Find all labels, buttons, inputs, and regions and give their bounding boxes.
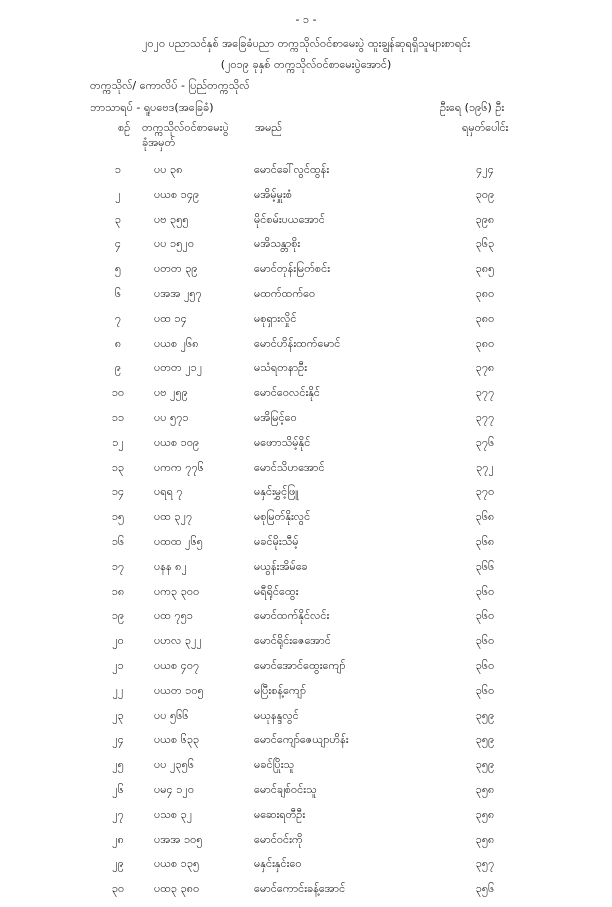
total-marks: ၃၅၉ bbox=[475, 758, 495, 772]
table-row bbox=[0, 312, 612, 337]
total-marks: ၃၅၈ bbox=[475, 807, 495, 821]
roll-number: ပဟလ ၃၂၂ bbox=[154, 634, 202, 648]
row-number: ၂၀ bbox=[112, 634, 124, 648]
table-row bbox=[0, 361, 612, 386]
table-row bbox=[0, 758, 612, 783]
total-marks: ၃၅၆ bbox=[475, 882, 495, 896]
total-count: ဦးရေ (၁၉၆) ဦး bbox=[440, 101, 505, 114]
total-marks: ၃၆၃ bbox=[475, 237, 495, 251]
total-marks: ၃၀၉ bbox=[475, 187, 495, 201]
total-marks: ၃၅၈ bbox=[475, 832, 495, 846]
student-name: မောင်ရိုင်းဇေအောင် bbox=[254, 634, 331, 648]
table-row bbox=[0, 188, 612, 213]
roll-number: ပသစ ၃၂ bbox=[154, 807, 193, 821]
document-subtitle: (၂၀၁၉ ခုနှစ် တက္ကသိုလ်ဝင်စာမေးပွဲအောင်) bbox=[220, 58, 392, 71]
student-name: မစုရှားလှိုင် bbox=[254, 311, 297, 325]
table-row bbox=[0, 857, 612, 882]
student-name: မသံရတနာဦး bbox=[254, 361, 308, 375]
total-marks: ၃၅၈ bbox=[475, 782, 495, 796]
row-number: ၉ bbox=[114, 361, 122, 375]
roll-number: ပယစ ၄၀၇ bbox=[154, 658, 200, 672]
row-number: ၁၁ bbox=[111, 410, 125, 424]
student-name: မောင်ကောင်းခန့်အောင် bbox=[254, 882, 346, 896]
student-name: မောင်ဝင်းကို bbox=[254, 832, 303, 846]
roll-number: ပအအ ၁၀၅ bbox=[154, 832, 203, 846]
row-number: ၁၇ bbox=[111, 559, 125, 573]
row-number: ၂၉ bbox=[112, 857, 124, 871]
student-name: မောင်တုန်းမြတ်စင်း bbox=[254, 262, 331, 276]
table-row bbox=[0, 609, 612, 634]
student-name: မခင်မိုးသီမ့် bbox=[254, 534, 299, 548]
column-header-roll: တက္ကသိုလ်ဝင်စာမေးပွဲ bbox=[142, 121, 229, 134]
roll-number: ပဗ ၃၅၅ bbox=[154, 212, 189, 226]
student-name: မောင်ခေါ်လွင်ထွန်း bbox=[254, 163, 330, 176]
total-marks: ၃၉၈ bbox=[475, 212, 495, 226]
student-name: မပြီးစန့်ကျော် bbox=[254, 683, 307, 697]
table-row bbox=[0, 709, 612, 734]
row-number: ၁၃ bbox=[111, 460, 125, 474]
table-row bbox=[0, 783, 612, 808]
student-name: မောင်အောင်ထွေးကျော် bbox=[254, 658, 346, 672]
total-marks: ၄၂၄ bbox=[476, 163, 494, 176]
total-marks: ၃၈၀ bbox=[475, 336, 495, 350]
roll-number: ပပ ၃၈ bbox=[154, 163, 183, 176]
student-name: မဖောာသိမ့်နိုင် bbox=[254, 435, 311, 449]
table-row bbox=[0, 262, 612, 287]
roll-number: ပယတ ၁၀၅ bbox=[154, 683, 204, 697]
roll-number: ပပ ၂၃၅၆ bbox=[154, 758, 195, 772]
total-marks: ၃၇၆ bbox=[475, 435, 495, 449]
row-number: ၃၀ bbox=[111, 882, 125, 896]
column-header-no: စဉ် bbox=[118, 121, 131, 134]
table-row bbox=[0, 833, 612, 858]
column-header-roll-sub: ခုံအမှတ် bbox=[142, 136, 176, 149]
total-marks: ၃၆၈ bbox=[475, 534, 495, 548]
student-name: မနှင်းမွှင့်ဖြူ bbox=[254, 485, 299, 499]
roll-number: ပထ၃ ၃၈၀ bbox=[154, 882, 200, 896]
roll-number: ပယစ ၁၃၅ bbox=[154, 857, 200, 871]
row-number: ၂၇ bbox=[112, 807, 124, 821]
student-name: မောင်ဟိန်းထက်မောင် bbox=[254, 336, 341, 350]
row-number: ၁၆ bbox=[111, 534, 125, 548]
table-row bbox=[0, 585, 612, 610]
total-marks: ၃၆၀ bbox=[475, 683, 495, 697]
table-row bbox=[0, 163, 612, 188]
document-title: ၂၀၂၀ ပညာသင်နှစ် အခြေခံပညာ တက္ကသိုလ်ဝင်စာမေးပွဲ ထူးချွန်ဆုရရှိသူများစာရင်း bbox=[141, 37, 471, 50]
student-name: မနှင်းနှင်းဝေ bbox=[254, 857, 302, 871]
student-name: မထက်ထက်ဝေ bbox=[254, 286, 316, 300]
table-row bbox=[0, 237, 612, 262]
student-name: မောင်ထက်နိုင်လင်း bbox=[254, 609, 330, 623]
roll-number: ပတတ ၂၁၂ bbox=[154, 361, 203, 375]
results-table bbox=[0, 163, 612, 907]
total-marks: ၃၇၀ bbox=[475, 485, 495, 499]
student-name: မောင်ဝေလင်းနိုင် bbox=[254, 386, 321, 400]
row-number: ၁ bbox=[114, 163, 122, 176]
student-name: မအိမြင့်ဝေ bbox=[254, 410, 297, 424]
total-marks: ၃၆၀ bbox=[475, 584, 495, 598]
student-name: မောင်သိဟအောင် bbox=[254, 460, 325, 474]
row-number: ၁၄ bbox=[111, 485, 125, 499]
roll-number: ပဗ ၂၅၉ bbox=[154, 386, 188, 400]
row-number: ၂၆ bbox=[112, 782, 124, 796]
total-marks: ၃၇၈ bbox=[475, 361, 495, 375]
total-marks: ၃၈၀ bbox=[475, 311, 495, 325]
student-name: မခင်ပြိုးသူ bbox=[254, 758, 295, 772]
table-row bbox=[0, 461, 612, 486]
row-number: ၁၉ bbox=[111, 609, 125, 623]
total-marks: ၃၈၅ bbox=[475, 262, 495, 276]
table-row bbox=[0, 287, 612, 312]
page-number: - ၁ - bbox=[295, 13, 317, 26]
table-row bbox=[0, 733, 612, 758]
roll-number: ပက၃ ၃၀၀ bbox=[154, 584, 200, 598]
row-number: ၁၈ bbox=[111, 584, 125, 598]
student-name: မောင်ကျော်ဇေယျာဟိန်း bbox=[254, 733, 349, 747]
roll-number: ပထထ ၂၆၅ bbox=[154, 534, 203, 548]
student-name: မဆေးရတီဦး bbox=[254, 807, 306, 821]
total-marks: ၃၆၀ bbox=[475, 609, 495, 623]
row-number: ၆ bbox=[114, 286, 122, 300]
student-name: မောင်ချစ်ဝင်းသူ bbox=[254, 782, 317, 796]
roll-number: ပအအ ၂၅၇ bbox=[154, 286, 202, 300]
table-row bbox=[0, 659, 612, 684]
total-marks: ၃၆၀ bbox=[475, 658, 495, 672]
total-marks: ၃၅၉ bbox=[475, 733, 495, 747]
roll-number: ပနန ၈၂ bbox=[154, 559, 187, 573]
table-row bbox=[0, 386, 612, 411]
row-number: ၇ bbox=[114, 311, 122, 325]
roll-number: ပကက ၇၇၆ bbox=[154, 460, 204, 474]
table-row bbox=[0, 213, 612, 238]
student-name: မစုမြတ်နိုးလွင် bbox=[254, 510, 311, 524]
roll-number: ပယစ ၂၆၈ bbox=[154, 336, 199, 350]
row-number: ၂၁ bbox=[112, 658, 124, 672]
table-row bbox=[0, 510, 612, 535]
student-name: မယွန်းအိမ်ခေ bbox=[254, 559, 308, 573]
total-marks: ၃၆၆ bbox=[475, 559, 495, 573]
roll-number: ပယစ ၁၀၉ bbox=[154, 435, 200, 449]
student-name: မအိသန္တာစိုး bbox=[254, 237, 301, 251]
total-marks: ၃၇၇ bbox=[475, 386, 495, 400]
table-row bbox=[0, 411, 612, 436]
roll-number: ပယစ ၁၄၉ bbox=[154, 187, 200, 201]
row-number: ၈ bbox=[114, 336, 122, 350]
row-number: ၁၂ bbox=[112, 435, 124, 449]
student-name: မယုနန္ဒလွင် bbox=[254, 708, 299, 722]
row-number: ၂ bbox=[115, 187, 121, 201]
table-row bbox=[0, 808, 612, 833]
total-marks: ၃၆၈ bbox=[475, 510, 495, 524]
table-row bbox=[0, 485, 612, 510]
table-row bbox=[0, 560, 612, 585]
roll-number: ပတတ ၃၉ bbox=[154, 262, 198, 276]
total-marks: ၃၆၀ bbox=[475, 634, 495, 648]
total-marks: ၃၅၉ bbox=[475, 708, 495, 722]
row-number: ၂၂ bbox=[112, 683, 124, 697]
roll-number: ပပ ၅၆၆ bbox=[154, 708, 189, 722]
table-row bbox=[0, 634, 612, 659]
table-row bbox=[0, 337, 612, 362]
roll-number: ပပ ၅၇၁ bbox=[154, 410, 189, 424]
roll-number: ပထ ၁၄ bbox=[154, 311, 187, 325]
row-number: ၂၈ bbox=[112, 832, 124, 846]
total-marks: ၃၈၀ bbox=[475, 286, 495, 300]
column-header-marks: ရမှတ်ပေါင်း bbox=[462, 121, 509, 134]
subject-label: ဘာသာရပ် - ရူပဗေဒ(အခြေခံ) bbox=[90, 101, 214, 114]
roll-number: ပပ ၁၅၂၀ bbox=[154, 237, 195, 251]
university-label: တက္ကသိုလ်/ ကောလိပ် - ပြည်တက္ကသိုလ် bbox=[90, 79, 250, 92]
column-header-name: အမည် bbox=[255, 121, 283, 134]
roll-number: ပမ၄ ၁၂၀ bbox=[154, 782, 195, 796]
row-number: ၂၅ bbox=[112, 758, 124, 772]
roll-number: ပထ ၃၂၇ bbox=[154, 510, 193, 524]
row-number: ၅ bbox=[114, 262, 122, 276]
row-number: ၃ bbox=[114, 212, 122, 226]
table-row bbox=[0, 684, 612, 709]
student-name: မရီရိုင်ထွေး bbox=[254, 584, 299, 598]
roll-number: ပထ ၇၅၁ bbox=[154, 609, 193, 623]
row-number: ၂၃ bbox=[112, 708, 124, 722]
total-marks: ၃၇၇ bbox=[475, 410, 495, 424]
roll-number: ပရရ ၇ bbox=[154, 485, 183, 499]
table-row bbox=[0, 882, 612, 907]
student-name: မိုင်စမ်းပယအောင် bbox=[254, 212, 325, 226]
total-marks: ၃၅၇ bbox=[475, 857, 495, 871]
table-row bbox=[0, 535, 612, 560]
total-marks: ၃၇၂ bbox=[476, 460, 494, 474]
row-number: ၂၄ bbox=[112, 733, 124, 747]
row-number: ၁၀ bbox=[111, 386, 125, 400]
roll-number: ပယစ ၆၃၃ bbox=[154, 733, 200, 747]
row-number: ၁၅ bbox=[111, 510, 125, 524]
table-row bbox=[0, 436, 612, 461]
row-number: ၄ bbox=[114, 237, 122, 251]
student-name: မအိမ့်မှူးစံ bbox=[254, 187, 292, 201]
